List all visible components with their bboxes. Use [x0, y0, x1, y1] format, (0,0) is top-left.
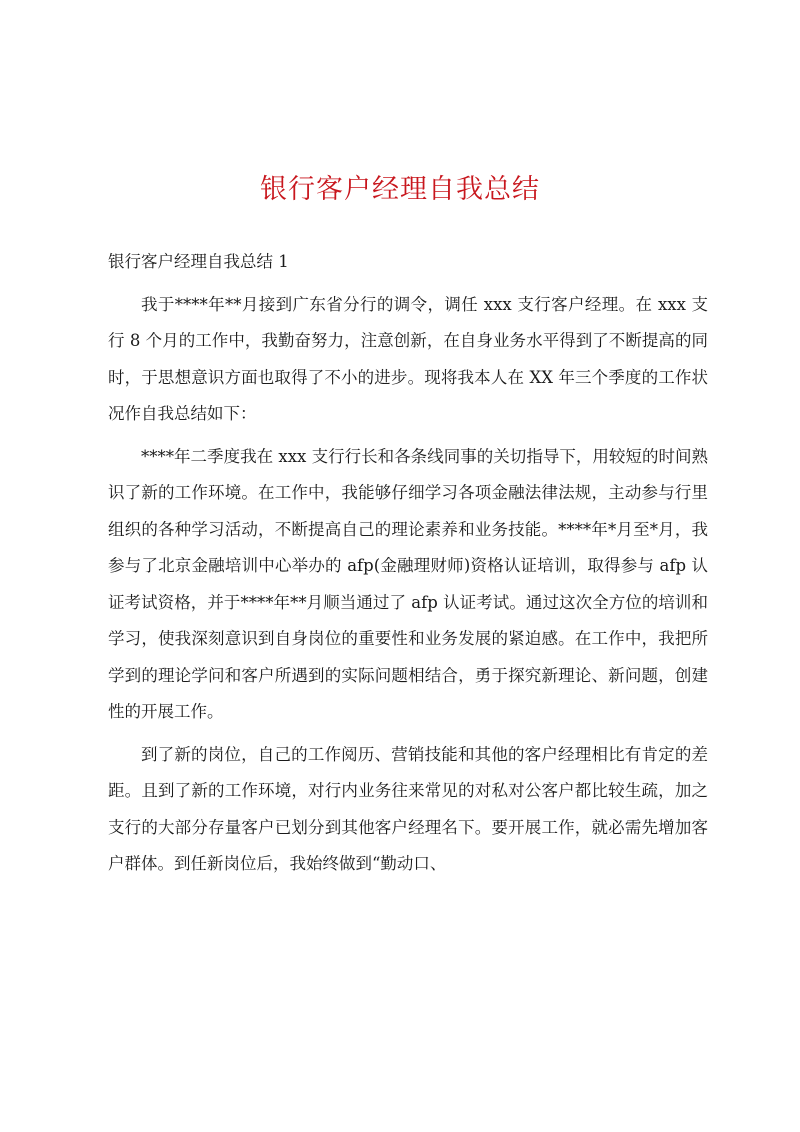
paragraph-3: 到了新的岗位，自己的工作阅历、营销技能和其他的客户经理相比有肯定的差距。且到了新的工作环境，对行内业务往来常见的对私对公客户都比较生疏，加之支行的大部分存量客户已划分到其他客户经理名下。要开展工作，就必需先增加客户群体。到任新岗位后，我始终做到“勤动口、 [108, 744, 708, 873]
document-body [108, 244, 708, 889]
paragraph-2: ****年二季度我在 xxx 支行行长和各条线同事的关切指导下，用较短的时间熟识了新的工作环境。在工作中，我能够仔细学习各项金融法律法规，主动参与行里组织的各种学习活动，不断提高自己的理论素养和业务技能。****年*月至*月，我参与了北京金融培训中心举办的 afp(金融理财师)资格认证培训，取得参与 afp 认证考试资格，并于****年**月顺当通过了 afp 认证考试。通过这次全方位的培训和学习，使我深刻意识到自身岗位的重要性和业务发展的紧迫感。在工作中，我把所学到的理论学问和客户所遇到的实际问题相结合，勇于探究新理论、新问题，创建性的开展工作。 [108, 446, 708, 721]
section-heading: 银行客户经理自我总结 1 [108, 252, 289, 271]
paragraph-1: 我于****年**月接到广东省分行的调令，调任 xxx 支行客户经理。在 xxx 支行 8 个月的工作中，我勤奋努力，注意创新，在自身业务水平得到了不断提高的同时，于思想意识方面也取得了不小的进步。现将我本人在 XX 年三个季度的工作状况作自我总结如下： [108, 294, 708, 423]
document-title: 银行客户经理自我总结 [260, 174, 540, 205]
